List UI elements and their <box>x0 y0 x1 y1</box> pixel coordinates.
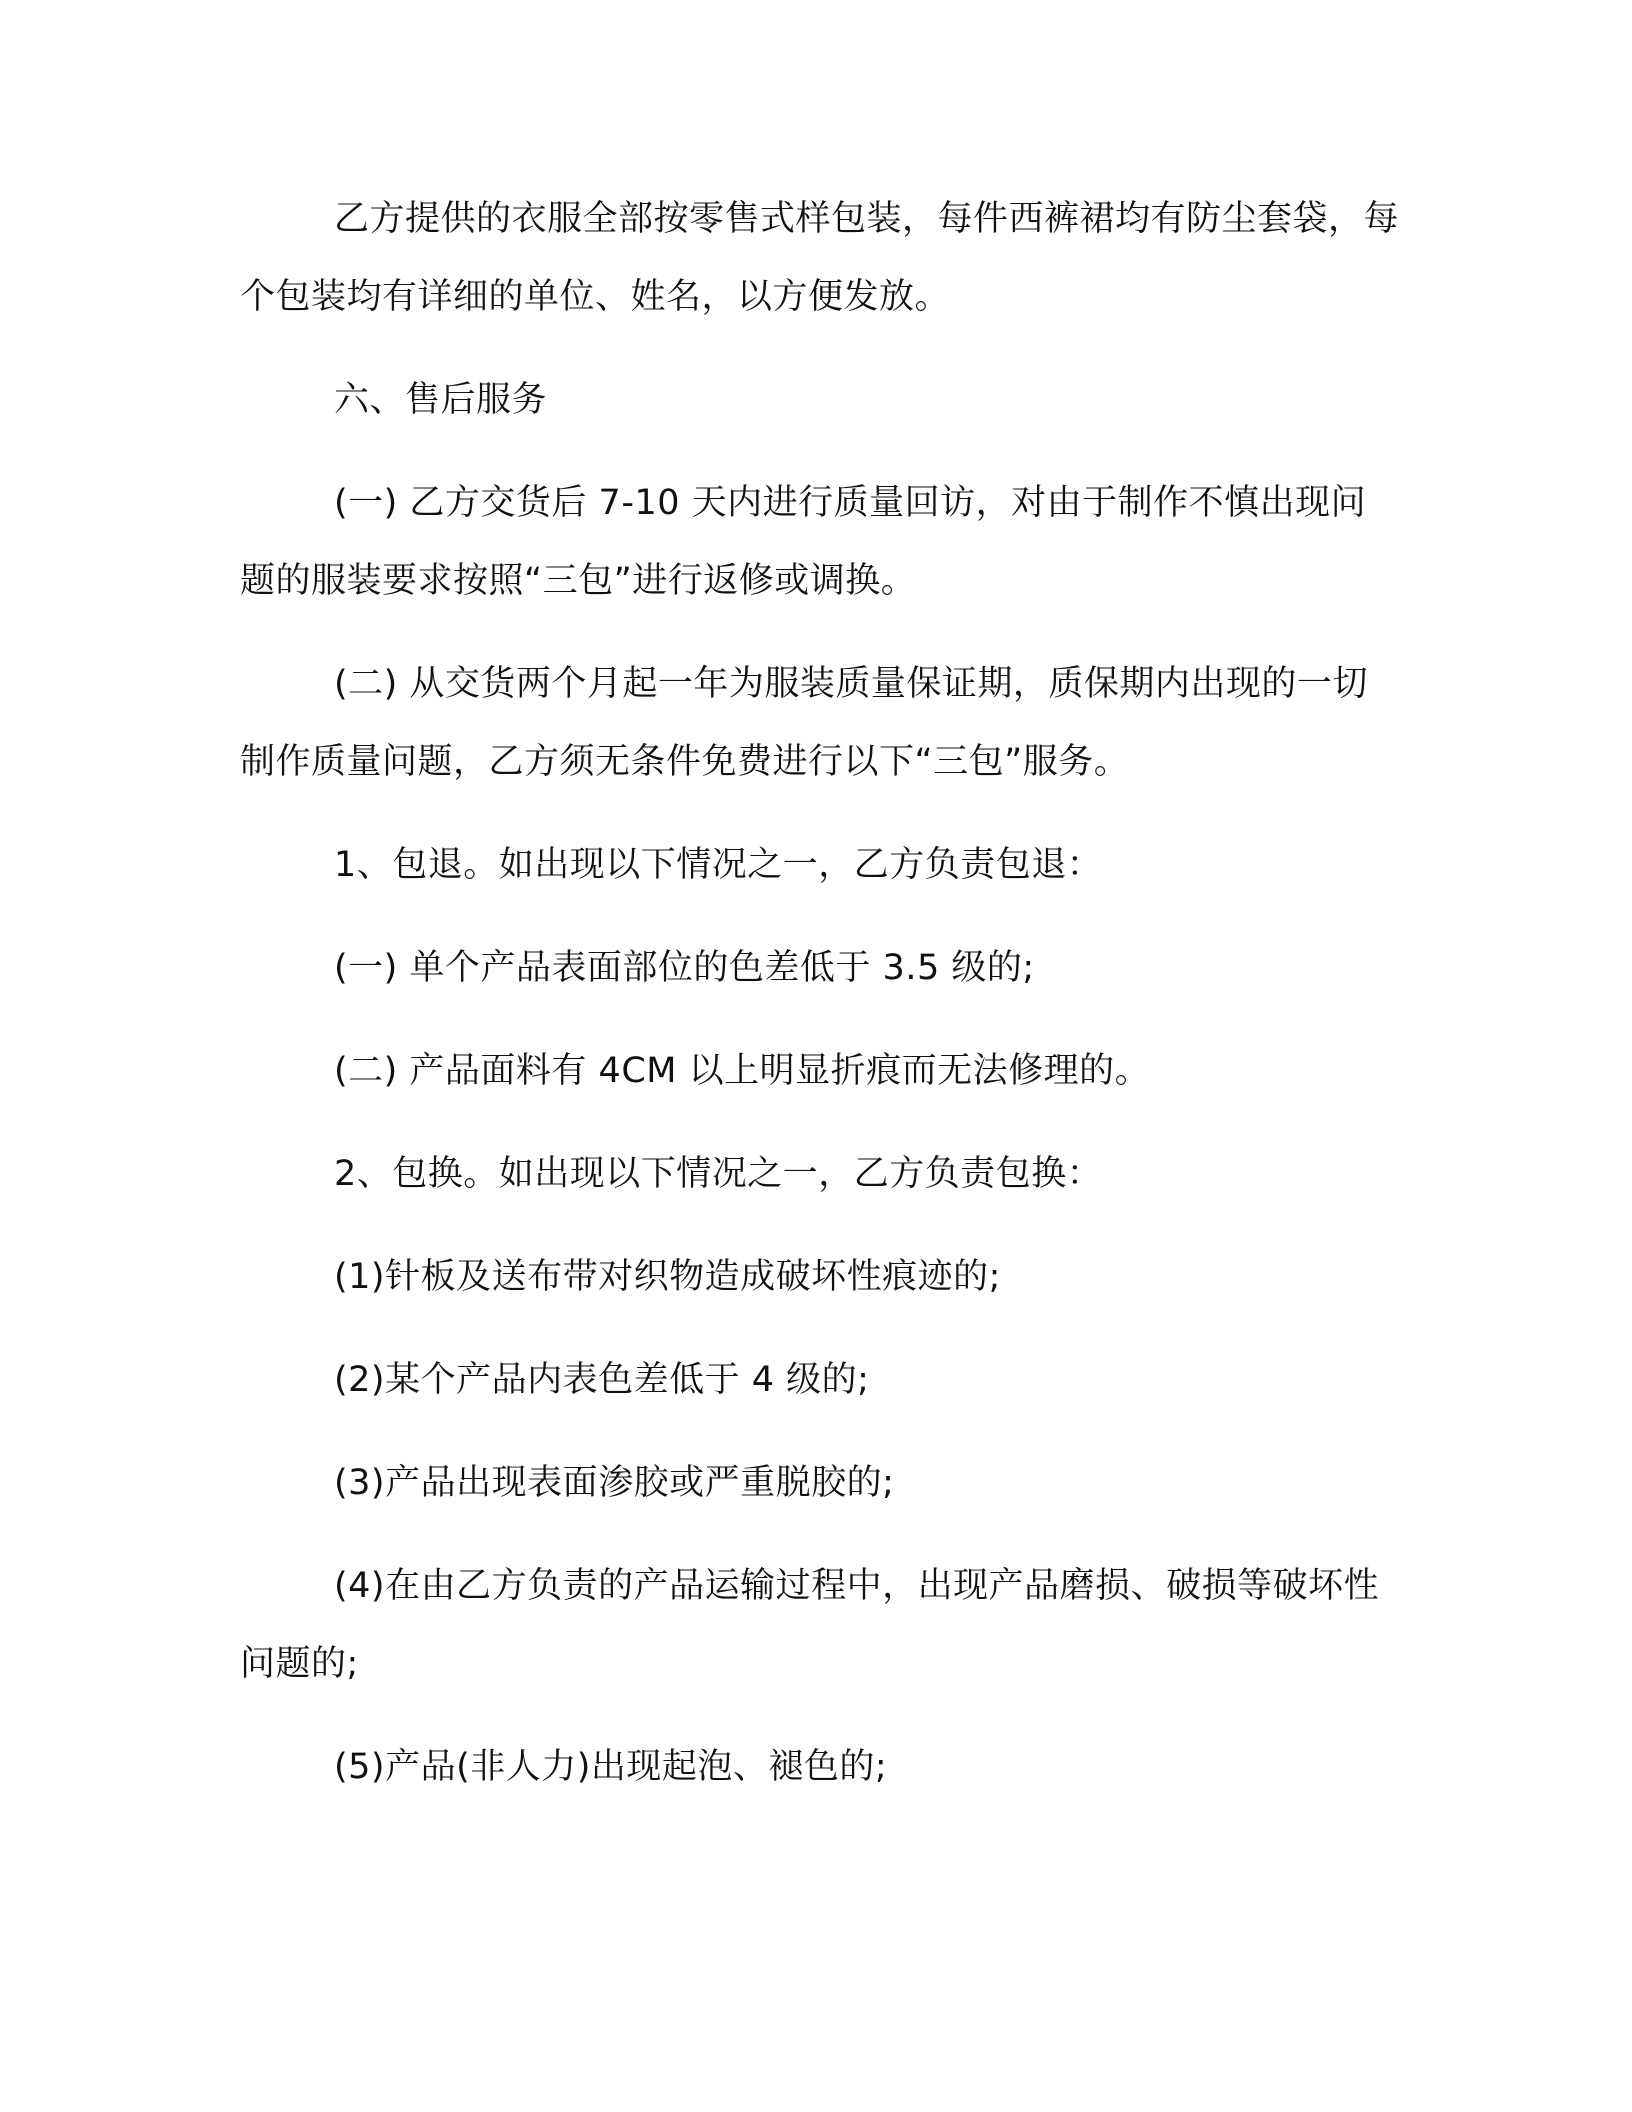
list-item-inner-color-difference: (2)某个产品内表色差低于 4 级的; <box>334 1360 870 1400</box>
list-item-bubbling-fading: (5)产品(非人力)出现起泡、褪色的; <box>334 1747 888 1787</box>
document-body <box>240 180 1400 1831</box>
paragraph-exchange-conditions: 2、包换。如出现以下情况之一，乙方负责包换： <box>334 1154 1103 1194</box>
paragraph-warranty-period: (二) 从交货两个月起一年为服装质量保证期，质保期内出现的一切制作质量问题，乙方须无条件免费进行以下“三包”服务。 <box>240 664 1368 782</box>
list-item-color-difference: (一) 单个产品表面部位的色差低于 3.5 级的; <box>334 948 1035 988</box>
paragraph-quality-followup: (一) 乙方交货后 7-10 天内进行质量回访，对由于制作不慎出现问题的服装要求按照“三包”进行返修或调换。 <box>240 483 1367 601</box>
list-item-transport-damage: (4)在由乙方负责的产品运输过程中，出现产品磨损、破损等破坏性问题的; <box>240 1566 1380 1684</box>
list-item-glue-issue: (3)产品出现表面渗胶或严重脱胶的; <box>334 1463 895 1503</box>
list-item-crease: (二) 产品面料有 4CM 以上明显折痕而无法修理的。 <box>334 1051 1151 1091</box>
list-item-needle-damage: (1)针板及送布带对织物造成破坏性痕迹的; <box>334 1257 1001 1297</box>
paragraph-packaging: 乙方提供的衣服全部按零售式样包装，每件西裤裙均有防尘套袋，每个包装均有详细的单位、姓名，以方便发放。 <box>240 199 1400 317</box>
paragraph-return-conditions: 1、包退。如出现以下情况之一，乙方负责包退： <box>334 845 1103 885</box>
section-heading-after-sales: 六、售后服务 <box>334 380 548 420</box>
